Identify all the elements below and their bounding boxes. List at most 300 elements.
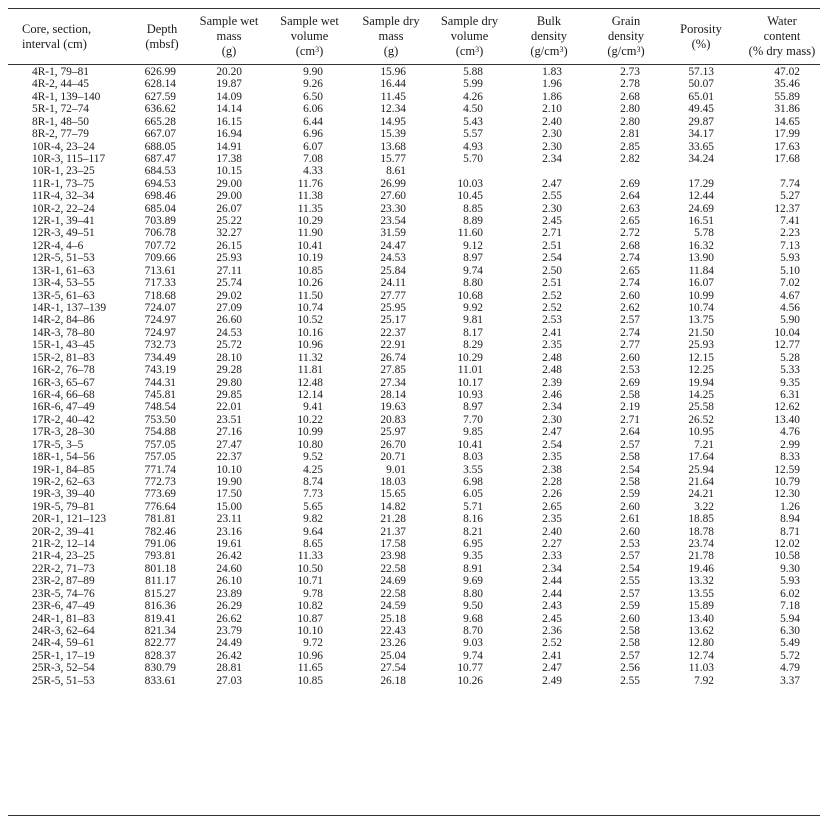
sample-id-cell: 12R-3, 49–51	[32, 227, 95, 240]
value-cell: 24.49	[216, 637, 242, 650]
value-cell: 2.52	[542, 637, 562, 650]
value-cell: 2.69	[620, 177, 640, 190]
table-row	[8, 538, 820, 550]
value-cell: 4.67	[780, 289, 800, 302]
value-cell: 8.61	[386, 165, 406, 178]
value-cell: 29.00	[216, 190, 242, 203]
value-cell: 10.71	[297, 575, 323, 588]
value-cell: 9.30	[780, 562, 800, 575]
value-cell: 2.55	[620, 674, 640, 687]
value-cell: 10.58	[774, 550, 800, 563]
value-cell: 2.51	[542, 277, 562, 290]
table-body	[8, 66, 820, 687]
value-cell: 24.11	[380, 277, 406, 290]
value-cell: 2.43	[542, 600, 562, 613]
value-cell: 2.50	[542, 264, 562, 277]
value-cell: 2.30	[542, 202, 562, 215]
table-header	[8, 9, 820, 64]
value-cell: 35.46	[774, 78, 800, 91]
value-cell: 819.41	[144, 612, 176, 625]
value-cell: 781.81	[144, 513, 176, 526]
value-cell: 14.91	[216, 140, 242, 153]
header-rule	[8, 64, 820, 65]
sample-id-cell: 23R-5, 74–76	[32, 587, 95, 600]
value-cell: 6.44	[303, 115, 323, 128]
value-cell: 628.14	[144, 78, 176, 91]
value-cell: 27.54	[380, 662, 406, 675]
value-cell: 2.99	[780, 438, 800, 451]
value-cell: 2.57	[620, 438, 640, 451]
value-cell: 15.00	[216, 500, 242, 513]
value-cell: 23.89	[216, 587, 242, 600]
value-cell: 17.64	[688, 451, 714, 464]
value-cell: 2.81	[620, 128, 640, 141]
value-cell: 2.34	[542, 401, 562, 414]
value-cell: 2.82	[620, 152, 640, 165]
value-cell: 26.15	[216, 239, 242, 252]
value-cell: 2.57	[620, 314, 640, 327]
value-cell: 27.34	[380, 376, 406, 389]
value-cell: 8.97	[463, 252, 483, 265]
sample-id-cell: 15R-1, 43–45	[32, 339, 95, 352]
value-cell: 688.05	[144, 140, 176, 153]
table-row	[8, 650, 820, 662]
value-cell: 734.49	[144, 351, 176, 364]
table-row	[8, 153, 820, 165]
value-cell: 1.26	[780, 500, 800, 513]
bottom-rule	[8, 815, 820, 816]
value-cell: 22.37	[380, 326, 406, 339]
sample-id-cell: 17R-5, 3–5	[32, 438, 84, 451]
value-cell: 772.73	[144, 475, 176, 488]
value-cell: 10.15	[216, 165, 242, 178]
sample-id-cell: 25R-5, 51–53	[32, 674, 95, 687]
value-cell: 12.48	[297, 376, 323, 389]
column-header: Sample wet mass (g)	[199, 14, 259, 58]
column-header: Sample wet volume $(cm^3)$	[280, 14, 339, 58]
value-cell: 34.17	[688, 128, 714, 141]
sample-id-cell: 4R-1, 79–81	[32, 66, 89, 78]
value-cell: 2.61	[620, 513, 640, 526]
value-cell: 2.47	[542, 177, 562, 190]
value-cell: 25.22	[216, 215, 242, 228]
value-cell: 757.05	[144, 451, 176, 464]
table-row	[8, 165, 820, 177]
table-row	[8, 290, 820, 302]
value-cell: 24.60	[216, 562, 242, 575]
value-cell: 2.47	[542, 426, 562, 439]
sample-id-cell: 19R-5, 79–81	[32, 500, 95, 513]
table-row	[8, 439, 820, 451]
value-cell: 29.28	[216, 364, 242, 377]
value-cell: 8.16	[463, 513, 483, 526]
value-cell: 4.56	[780, 302, 800, 315]
value-cell: 815.27	[144, 587, 176, 600]
value-cell: 10.99	[297, 426, 323, 439]
value-cell: 9.90	[303, 66, 323, 78]
value-cell: 2.74	[620, 252, 640, 265]
value-cell: 9.82	[303, 513, 323, 526]
value-cell: 22.58	[380, 562, 406, 575]
value-cell: 2.74	[620, 326, 640, 339]
value-cell: 26.99	[380, 177, 406, 190]
value-cell: 15.65	[380, 488, 406, 501]
value-cell: 2.28	[542, 475, 562, 488]
value-cell: 5.99	[463, 78, 483, 91]
value-cell: 2.58	[620, 388, 640, 401]
value-cell: 26.29	[216, 600, 242, 613]
value-cell: 10.10	[297, 624, 323, 637]
value-cell: 27.47	[216, 438, 242, 451]
table-row	[8, 352, 820, 364]
value-cell: 27.11	[216, 264, 242, 277]
value-cell: 6.50	[303, 90, 323, 103]
value-cell: 28.81	[216, 662, 242, 675]
value-cell: 4.79	[780, 662, 800, 675]
value-cell: 2.53	[620, 538, 640, 551]
value-cell: 20.71	[380, 451, 406, 464]
value-cell: 2.30	[542, 128, 562, 141]
value-cell: 19.94	[688, 376, 714, 389]
value-cell: 16.15	[216, 115, 242, 128]
value-cell: 11.45	[380, 90, 406, 103]
value-cell: 2.57	[620, 550, 640, 563]
value-cell: 5.28	[780, 351, 800, 364]
value-cell: 10.77	[457, 662, 483, 675]
column-header: Core, section, interval (cm)	[22, 21, 92, 51]
value-cell: 9.64	[303, 525, 323, 538]
value-cell: 6.06	[303, 103, 323, 116]
value-cell: 2.59	[620, 600, 640, 613]
value-cell: 19.46	[688, 562, 714, 575]
value-cell: 2.69	[620, 376, 640, 389]
value-cell: 9.74	[463, 649, 483, 662]
value-cell: 19.63	[380, 401, 406, 414]
value-cell: 833.61	[144, 674, 176, 687]
value-cell: 811.17	[145, 575, 176, 588]
value-cell: 10.22	[297, 413, 323, 426]
value-cell: 6.02	[780, 587, 800, 600]
value-cell: 2.58	[620, 451, 640, 464]
value-cell: 11.33	[297, 550, 323, 563]
value-cell: 21.37	[380, 525, 406, 538]
value-cell: 10.79	[774, 475, 800, 488]
value-cell: 2.30	[542, 413, 562, 426]
value-cell: 636.62	[144, 103, 176, 116]
table-row	[8, 128, 820, 140]
value-cell: 57.13	[688, 66, 714, 78]
value-cell: 31.59	[380, 227, 406, 240]
value-cell: 26.42	[216, 649, 242, 662]
column-header: Bulk density $(g/cm^3)$	[530, 14, 568, 58]
value-cell: 743.19	[144, 364, 176, 377]
value-cell: 18.85	[688, 513, 714, 526]
table-row	[8, 91, 820, 103]
sample-id-cell: 20R-2, 39–41	[32, 525, 95, 538]
value-cell: 2.52	[542, 302, 562, 315]
value-cell: 19.87	[216, 78, 242, 91]
value-cell: 2.45	[542, 612, 562, 625]
value-cell: 724.97	[144, 314, 176, 327]
value-cell: 9.50	[463, 600, 483, 613]
value-cell: 23.98	[380, 550, 406, 563]
value-cell: 698.46	[144, 190, 176, 203]
table-row	[8, 637, 820, 649]
value-cell: 9.35	[463, 550, 483, 563]
value-cell: 718.68	[144, 289, 176, 302]
value-cell: 9.92	[463, 302, 483, 315]
value-cell: 11.38	[297, 190, 323, 203]
value-cell: 684.53	[144, 165, 176, 178]
value-cell: 27.16	[216, 426, 242, 439]
value-cell: 757.05	[144, 438, 176, 451]
value-cell: 2.62	[620, 302, 640, 315]
value-cell: 15.89	[688, 600, 714, 613]
value-cell: 2.33	[542, 550, 562, 563]
value-cell: 5.27	[780, 190, 800, 203]
value-cell: 7.02	[780, 277, 800, 290]
value-cell: 22.91	[380, 339, 406, 352]
value-cell: 7.73	[303, 488, 323, 501]
table-row	[8, 426, 820, 438]
value-cell: 17.99	[774, 128, 800, 141]
value-cell: 11.35	[297, 202, 323, 215]
table-row	[8, 476, 820, 488]
value-cell: 24.69	[380, 575, 406, 588]
value-cell: 8.89	[463, 215, 483, 228]
sample-id-cell: 10R-1, 23–25	[32, 165, 95, 178]
value-cell: 8.97	[463, 401, 483, 414]
value-cell: 2.60	[620, 525, 640, 538]
value-cell: 2.58	[620, 475, 640, 488]
value-cell: 22.58	[380, 587, 406, 600]
value-cell: 10.99	[688, 289, 714, 302]
value-cell: 7.70	[463, 413, 483, 426]
column-header: Water content (% dry mass)	[748, 14, 816, 58]
value-cell: 4.33	[303, 165, 323, 178]
value-cell: 2.46	[542, 388, 562, 401]
table-row	[8, 613, 820, 625]
value-cell: 2.41	[542, 326, 562, 339]
value-cell: 9.26	[303, 78, 323, 91]
value-cell: 17.38	[216, 152, 242, 165]
value-cell: 10.29	[457, 351, 483, 364]
sample-id-cell: 18R-1, 54–56	[32, 451, 95, 464]
value-cell: 26.07	[216, 202, 242, 215]
table-row	[8, 501, 820, 513]
value-cell: 7.92	[694, 674, 714, 687]
value-cell: 17.68	[774, 152, 800, 165]
sample-id-cell: 24R-3, 62–64	[32, 624, 95, 637]
sample-id-cell: 24R-4, 59–61	[32, 637, 95, 650]
value-cell: 10.41	[457, 438, 483, 451]
value-cell: 25.84	[380, 264, 406, 277]
value-cell: 8.94	[780, 513, 800, 526]
value-cell: 2.40	[542, 115, 562, 128]
value-cell: 8.80	[463, 277, 483, 290]
value-cell: 14.09	[216, 90, 242, 103]
value-cell: 14.95	[380, 115, 406, 128]
table-row	[8, 277, 820, 289]
table-row	[8, 141, 820, 153]
value-cell: 19.90	[216, 475, 242, 488]
sample-id-cell: 19R-3, 39–40	[32, 488, 95, 501]
value-cell	[592, 165, 668, 177]
value-cell: 8.21	[463, 525, 483, 538]
value-cell: 3.55	[463, 463, 483, 476]
sample-id-cell: 10R-4, 23–24	[32, 140, 95, 153]
sample-id-cell: 13R-4, 53–55	[32, 277, 95, 290]
value-cell: 830.79	[144, 662, 176, 675]
value-cell: 2.52	[542, 289, 562, 302]
value-cell: 665.28	[144, 115, 176, 128]
value-cell: 10.85	[297, 674, 323, 687]
value-cell: 2.48	[542, 351, 562, 364]
value-cell: 17.29	[688, 177, 714, 190]
value-cell: 8.74	[303, 475, 323, 488]
value-cell: 2.45	[542, 215, 562, 228]
value-cell: 5.49	[780, 637, 800, 650]
sample-id-cell: 16R-2, 76–78	[32, 364, 95, 377]
value-cell: 821.34	[144, 624, 176, 637]
value-cell: 21.78	[688, 550, 714, 563]
value-cell: 23.54	[380, 215, 406, 228]
value-cell: 16.44	[380, 78, 406, 91]
value-cell: 29.85	[216, 388, 242, 401]
value-cell: 13.55	[688, 587, 714, 600]
value-cell: 11.65	[297, 662, 323, 675]
value-cell: 2.65	[620, 264, 640, 277]
value-cell: 8.91	[463, 562, 483, 575]
value-cell: 17.58	[380, 538, 406, 551]
table-row	[8, 464, 820, 476]
value-cell: 724.97	[144, 326, 176, 339]
value-cell: 2.58	[620, 624, 640, 637]
value-cell: 13.62	[688, 624, 714, 637]
value-cell: 10.74	[688, 302, 714, 315]
table-row	[8, 215, 820, 227]
value-cell: 2.23	[780, 227, 800, 240]
value-cell: 16.51	[688, 215, 714, 228]
sample-id-cell: 25R-1, 17–19	[32, 649, 95, 662]
value-cell: 713.61	[144, 264, 176, 277]
value-cell: 2.77	[620, 339, 640, 352]
value-cell: 2.35	[542, 339, 562, 352]
sample-id-cell: 14R-3, 78–80	[32, 326, 95, 339]
value-cell: 25.17	[380, 314, 406, 327]
value-cell: 6.30	[780, 624, 800, 637]
value-cell: 26.70	[380, 438, 406, 451]
value-cell: 9.81	[463, 314, 483, 327]
value-cell: 2.59	[620, 488, 640, 501]
value-cell: 2.51	[542, 239, 562, 252]
value-cell: 10.50	[297, 562, 323, 575]
table-row	[8, 575, 820, 587]
sample-id-cell: 11R-4, 32–34	[32, 190, 95, 203]
value-cell: 47.02	[774, 66, 800, 78]
sample-id-cell: 10R-2, 22–24	[32, 202, 95, 215]
value-cell: 18.78	[688, 525, 714, 538]
value-cell: 2.47	[542, 662, 562, 675]
value-cell: 685.04	[144, 202, 176, 215]
value-cell: 2.54	[620, 463, 640, 476]
value-cell: 816.36	[144, 600, 176, 613]
value-cell: 10.19	[297, 252, 323, 265]
value-cell: 9.74	[463, 264, 483, 277]
value-cell: 29.87	[688, 115, 714, 128]
value-cell: 10.17	[457, 376, 483, 389]
value-cell: 753.50	[144, 413, 176, 426]
value-cell: 13.90	[688, 252, 714, 265]
sample-id-cell: 16R-6, 47–49	[32, 401, 95, 414]
table-row	[8, 190, 820, 202]
value-cell: 2.57	[620, 587, 640, 600]
value-cell: 10.16	[297, 326, 323, 339]
table-row	[8, 203, 820, 215]
value-cell: 9.52	[303, 451, 323, 464]
value-cell: 626.99	[144, 66, 176, 78]
value-cell: 9.03	[463, 637, 483, 650]
table-row	[8, 66, 820, 78]
sample-id-cell: 4R-1, 139–140	[32, 90, 101, 103]
value-cell: 776.64	[144, 500, 176, 513]
value-cell: 5.57	[463, 128, 483, 141]
value-cell: 31.86	[774, 103, 800, 116]
value-cell: 26.62	[216, 612, 242, 625]
value-cell: 29.80	[216, 376, 242, 389]
value-cell: 14.14	[216, 103, 242, 116]
value-cell: 10.26	[457, 674, 483, 687]
value-cell: 22.37	[216, 451, 242, 464]
value-cell: 10.96	[297, 339, 323, 352]
table-row	[8, 675, 820, 687]
value-cell: 771.74	[144, 463, 176, 476]
value-cell: 2.54	[620, 562, 640, 575]
value-cell: 10.68	[457, 289, 483, 302]
value-cell: 13.40	[688, 612, 714, 625]
value-cell: 2.36	[542, 624, 562, 637]
value-cell: 23.79	[216, 624, 242, 637]
value-cell: 26.42	[216, 550, 242, 563]
value-cell: 2.54	[542, 252, 562, 265]
value-cell: 10.26	[297, 277, 323, 290]
table-row	[8, 339, 820, 351]
value-cell: 12.15	[688, 351, 714, 364]
table-row	[8, 389, 820, 401]
value-cell: 791.06	[144, 538, 176, 551]
column-header: Depth (mbsf)	[145, 21, 179, 51]
value-cell: 2.53	[620, 364, 640, 377]
value-cell: 25.74	[216, 277, 242, 290]
value-cell: 34.24	[688, 152, 714, 165]
value-cell: 745.81	[144, 388, 176, 401]
table-row	[8, 600, 820, 612]
value-cell: 2.19	[620, 401, 640, 414]
value-cell: 27.03	[216, 674, 242, 687]
value-cell: 5.71	[463, 500, 483, 513]
value-cell: 10.96	[297, 649, 323, 662]
column-header: Porosity (%)	[680, 21, 722, 51]
value-cell: 793.81	[144, 550, 176, 563]
sample-id-cell: 4R-2, 44–45	[32, 78, 89, 91]
table-row	[8, 302, 820, 314]
table-row	[8, 78, 820, 90]
value-cell: 23.30	[380, 202, 406, 215]
value-cell: 12.59	[774, 463, 800, 476]
value-cell: 16.07	[688, 277, 714, 290]
value-cell: 11.76	[297, 177, 323, 190]
value-cell: 1.86	[542, 90, 562, 103]
